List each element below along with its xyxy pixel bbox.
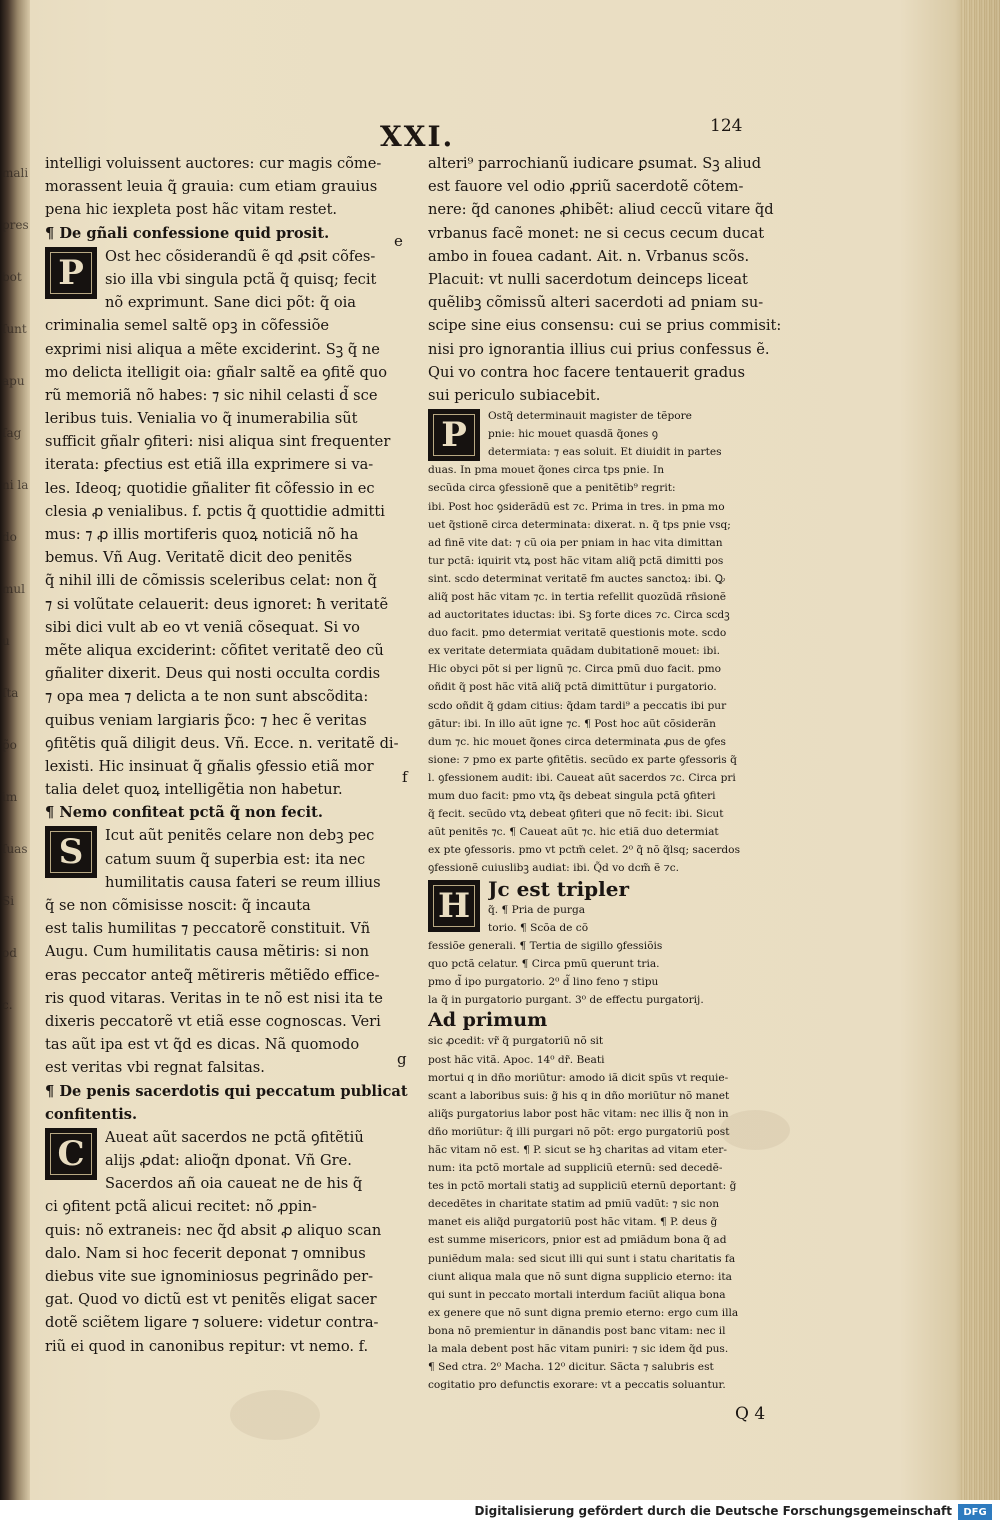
- commentary-line: ibi. Post hoc ꝯsiderãdũ est ⁊c. Prima in tres. in pma mo: [428, 500, 725, 513]
- text-line: alteri⁹ parrochianũ iudicare ꝑsumat. Sꝫ aliud: [428, 155, 762, 172]
- text-line: gñaliter dixerit. Deus qui nosti occulta cordis: [45, 665, 381, 683]
- commentary-line: ¶ Sed ctra. 2⁰ Macha. 12⁰ dicitur. Sãcta ⁊ salubris est: [428, 1361, 714, 1374]
- dfg-logo: DFG: [958, 1504, 992, 1520]
- commentary-line: secũda circa ꝯfessionẽ que a penitẽtib⁹ regrit:: [428, 482, 676, 495]
- decorated-initial: P: [45, 247, 97, 299]
- text-line: alijs ꝓdat: alioq̃n dponat. Vñ Gre.: [105, 1152, 352, 1170]
- facing-page-fragment: apu: [2, 374, 25, 388]
- facing-page-fragment: p̃o: [2, 738, 17, 752]
- commentary-line: fessiõe generali. ¶ Tertia de sigillo ꝯfessiõis: [428, 939, 663, 952]
- commentary-line: q̃ fecit. secũdo vtꝝ debeat ꝯfiteri que nõ fecit: ibi. Sicut: [428, 808, 724, 821]
- commentary-line: mortui q in dño moriũtur: amodo iã dicit spũs vt requie-: [428, 1071, 729, 1084]
- facing-page-fragment: ſunt: [2, 322, 27, 336]
- commentary-line: aliq̃ post hãc vitam ⁊c. in tertia refellit quozũdã rñsionẽ: [428, 591, 727, 603]
- text-line: ¶ Nemo confiteat pctã q̃ non fecit.: [45, 804, 323, 822]
- text-line: nere: q̃d canones ꝓhibẽt: aliud ceccũ vitare q̃d: [428, 201, 774, 219]
- text-line: diebus vite sue ignominiosus pegrinãdo per-: [45, 1268, 374, 1285]
- commentary-line: Hic obyci põt si per lignũ ⁊c. Circa pmũ duo facit. pmo: [428, 663, 722, 676]
- commentary-line: scant a laboribus suis: g̃ his q in dño moriũtur nõ manet: [428, 1089, 730, 1102]
- commentary-line: ex pte ꝯfessoris. pmo vt pctm̃ celet. 2⁰ q̃ nõ q̃lsq; sacerdos: [428, 844, 740, 857]
- text-line: ambo in fouea cadant. Ait. n. Vrbanus scõs.: [428, 247, 750, 265]
- text-line: riũ ei quod in canonibus repitur: vt nemo. f.: [45, 1337, 369, 1355]
- text-line: les. Ideoq; quotidie gñaliter fit cõfessio in ec: [45, 479, 375, 497]
- text-line: ci ꝯfitent pctã alicui recitet: nõ ꝓpin-: [45, 1198, 317, 1216]
- text-line: criminalia semel saltẽ opꝫ in cõfessiõe: [45, 317, 329, 335]
- commentary-line: aliq̃s purgatorius labor post hãc vitam: nec illis q̃ non in: [428, 1107, 729, 1120]
- folio-heading: XXI.: [380, 120, 455, 153]
- commentary-line: mum duo facit: pmo vtꝝ q̃s debeat singula pctã ꝯfiteri: [428, 790, 716, 803]
- facing-page-fragment: od: [2, 946, 17, 960]
- facing-page-fragment: pres: [2, 218, 29, 232]
- text-line: humilitatis causa fateri se reum illius: [105, 873, 381, 891]
- commentary-line: determiata: ⁊ eas soluit. Et diuidit in partes: [488, 446, 722, 459]
- commentary-line: est summe misericors, pnior est ad pmiãdum bona q̃ ad: [428, 1234, 727, 1247]
- margin-letter-g: g: [397, 1050, 407, 1068]
- commentary-line: aũt penitẽs ⁊c. ¶ Caueat aũt ⁊c. hic etiã duo determiat: [428, 826, 719, 839]
- text-line: morassent leuia q̃ grauia: cum etiam grauius: [45, 178, 378, 196]
- text-line: rũ memoriã nõ habes: ⁊ sic nihil celasti d̃ sce: [45, 386, 378, 404]
- digitization-credit: Digitalisierung gefördert durch die Deutsche Forschungsgemeinschaft: [474, 1504, 952, 1518]
- footer-bar: [0, 1500, 1000, 1525]
- commentary-line: Ostq̃ determinauit magister de tẽpore: [488, 410, 692, 423]
- text-line: Placuit: vt nulli sacerdotum deinceps liceat: [428, 270, 748, 288]
- text-line: clesia ꝓ venialibus. f. pctis q̃ quottidie admitti: [45, 502, 385, 520]
- text-line: est talis humilitas ⁊ peccatorẽ constituit. Vñ: [45, 920, 371, 938]
- text-line: vrbanus facẽ monet: ne si cecus cecum ducat: [428, 224, 765, 242]
- facing-page-fragment: bot: [2, 270, 22, 284]
- text-line: mẽte aliqua exciderint: cõfitet veritatẽ deo cũ: [45, 641, 384, 659]
- text-line: bemus. Vñ Aug. Veritatẽ dicit deo penitẽs: [45, 549, 353, 567]
- commentary-line: sic ꝓcedit: vr̃ q̃ purgatoriũ nõ sit: [428, 1035, 604, 1048]
- text-line: Augu. Cum humilitatis causa mẽtiris: si non: [45, 943, 370, 961]
- facing-page-fragment: c.: [2, 998, 13, 1012]
- commentary-line: torio. ¶ Scõa de cõ: [488, 921, 589, 934]
- text-line: dotẽ sciẽtem ligare ⁊ soluere: videtur contra-: [45, 1314, 379, 1332]
- decorated-initial: P: [428, 409, 480, 461]
- text-line: iterata: ꝑfectius est etiã illa exprimere si va-: [45, 456, 374, 474]
- signature-mark: Q 4: [735, 1404, 766, 1424]
- text-line: sufficit gñalr ꝯfiteri: nisi aliqua sint frequenter: [45, 433, 391, 451]
- commentary-line: oñdit q̃ post hãc vitã aliq̃ pctã dimittũtur i purgatorio.: [428, 681, 717, 694]
- left-facing-page-edge: [0, 0, 30, 1500]
- text-line: eras peccator anteq̃ mẽtireris mẽtiẽdo effice-: [45, 966, 380, 984]
- text-line: sio illa vbi singula pctã q̃ quisq; fecit: [105, 270, 377, 288]
- text-line: ¶ De penis sacerdotis qui peccatum publicat: [45, 1082, 408, 1100]
- text-line: Sacerdos añ oia caueat ne de his q̃: [105, 1175, 363, 1193]
- text-line: dalo. Nam si hoc fecerit deponat ⁊ omnibus: [45, 1244, 366, 1262]
- decorated-initial: H: [428, 880, 480, 932]
- commentary-line: ciunt aliqua mala que nõ sunt digna supplicio eterno: ita: [428, 1270, 733, 1283]
- commentary-line: quo pctã celatur. ¶ Circa pmũ querunt tria.: [428, 957, 660, 970]
- text-line: nõ exprimunt. Sane dici põt: q̃ oia: [105, 294, 357, 312]
- facing-page-fragment: im: [2, 790, 18, 804]
- commentary-line: duo facit. pmo determiat veritatẽ questionis mote. scdo: [428, 627, 727, 640]
- margin-letter-f: f: [402, 768, 408, 786]
- text-line: tas aũt ipa est vt q̃d es dicas. Nã quomodo: [45, 1036, 360, 1054]
- text-line: quis: nõ extraneis: nec q̃d absit ꝓ aliquo scan: [45, 1221, 382, 1239]
- page-number: 124: [710, 116, 743, 136]
- commentary-line: la mala debent post hãc vitam puniri: ⁊ sic idem q̃d pus.: [428, 1343, 729, 1356]
- commentary-line: tes in pctõ mortali statiꝫ ad suppliciũ eternũ deportant: g̃: [428, 1180, 737, 1193]
- text-line: Aueat aũt sacerdos ne pctã ꝯfitẽtiũ: [105, 1128, 364, 1146]
- text-line: est veritas vbi regnat falsitas.: [45, 1059, 265, 1077]
- text-line: dixeris peccatorẽ vt etiã esse cognoscas. Veri: [45, 1012, 381, 1030]
- commentary-line: l. ꝯfessionem audit: ibi. Caueat aũt sacerdos ⁊c. Circa pri: [428, 771, 736, 784]
- text-line: confitentis.: [45, 1105, 138, 1123]
- commentary-line: scdo oñdit q̃ gdam citius: q̃dam tardi⁹ a peccatis ibi pur: [428, 699, 727, 712]
- text-line: catum suum q̃ superbia est: ita nec: [105, 850, 366, 868]
- commentary-line: la q̃ in purgatorio purgant. 3⁰ de effectu purgatorij.: [428, 994, 704, 1007]
- paper-stain: [230, 1390, 320, 1440]
- commentary-line: sione: ⁊ pmo ex parte ꝯfitẽtis. secũdo ex parte ꝯfessoris q̃: [428, 753, 737, 766]
- commentary-line: manet eis aliq̃d purgatoriũ post hãc vitam. ¶ P. deus g̃: [428, 1216, 718, 1229]
- decorated-initial: S: [45, 826, 97, 878]
- commentary-line: pnie: hic mouet quasdã q̃ones ꝯ: [488, 428, 658, 441]
- question-block: [428, 878, 798, 1010]
- facing-page-fragment: Si: [2, 894, 15, 908]
- commentary-line: uet q̃stionẽ circa determinata: dixerat. n. q̃ tps pnie vsq;: [428, 518, 731, 531]
- text-line: intelligi voluissent auctores: cur magis cõme-: [45, 155, 382, 172]
- text-line: ⁊ si volũtate celauerit: deus ignoret: ħ veritatẽ: [45, 595, 389, 613]
- commentary-line: tur pctã: iquirit vtꝝ post hãc vitam aliq̃ pctã dimitti pos: [428, 554, 724, 567]
- text-line: ꝯfitẽtis quã diligit deus. Vñ. Ecce. n. veritatẽ di-: [45, 734, 399, 752]
- commentary-line: ex veritate determiata quãdam dubitationẽ mouet: ibi.: [428, 645, 721, 658]
- decorated-initial: C: [45, 1128, 97, 1180]
- commentary-line: ꝯfessionẽ cuiuslibꝫ audiat: ibi. Q̃d vo dcm̃ ẽ ⁊c.: [428, 862, 680, 875]
- commentary-line: puniẽdum mala: sed sicut illi qui sunt i statu charitatis fa: [428, 1252, 736, 1265]
- commentary-line: ex genere que nõ sunt digna premio eterno: ergo cum illa: [428, 1306, 739, 1319]
- text-line: ris quod vitaras. Veritas in te nõ est nisi ita te: [45, 989, 383, 1007]
- commentary-line: qui sunt in peccato mortali interdum faciũt aliqua bona: [428, 1288, 726, 1301]
- commentary-line: hãc vitam nõ est. ¶ P. sicut se hꝫ charitas ad vitam eter-: [428, 1144, 727, 1156]
- text-line: quẽlibꝫ cõmissũ alteri sacerdoti ad pniam su-: [428, 294, 764, 312]
- text-line: Icut aũt penitẽs celare non debꝫ pec: [105, 827, 375, 845]
- facing-page-fragment: mul: [2, 582, 25, 596]
- facing-page-fragment: ſuas: [2, 842, 28, 856]
- facing-page-fragment: ſta: [2, 686, 19, 700]
- text-line: leribus tuis. Venialia vo q̃ inumerabilia sũt: [45, 410, 358, 428]
- text-line: scipe sine eius consensu: cui se prius commisit:: [428, 317, 782, 335]
- text-line: q̃ nihil illi de cõmissis sceleribus celat: non q̃: [45, 572, 377, 590]
- text-line: sibi dici vult ab eo vt veniã cõsequat. Si vo: [45, 618, 360, 636]
- text-line: gat. Quod vo dictũ est vt penitẽs eligat sacer: [45, 1291, 377, 1309]
- commentary-line: decedẽtes in charitate statim ad pmiũ vadũt: ⁊ sic non: [428, 1198, 720, 1211]
- text-line: Ost hec cõsiderandũ ẽ qd ꝓsit cõfes-: [105, 247, 376, 265]
- text-line: mus: ⁊ ꝓ illis mortiferis quoꝝ noticiã nõ ha: [45, 526, 359, 543]
- text-line: q̃ se non cõmisisse noscit: q̃ incauta: [45, 897, 311, 914]
- commentary-line: num: ita pctõ mortale ad suppliciũ eternũ: sed decedẽ-: [428, 1162, 723, 1175]
- text-line: ⁊ opa mea ⁊ delicta a te non sunt abscõdita:: [45, 688, 369, 706]
- text-line: est fauore vel odio ꝓpriũ sacerdotẽ cõtem-: [428, 178, 744, 196]
- text-line: Qui vo contra hoc facere tentauerit gradus: [428, 363, 745, 381]
- facing-page-fragment: mali: [2, 166, 29, 180]
- text-line: ¶ De gñali confessione quid prosit.: [45, 224, 330, 242]
- text-line: exprimi nisi aliqua a mẽte exciderint. Sꝫ q̃ ne: [45, 340, 380, 358]
- facing-page-fragment: ni la: [2, 478, 29, 492]
- left-text-column: [45, 152, 410, 1358]
- commentary-line: ad finẽ vite dat: ⁊ cũ oia per pniam in hac vita dimittan: [428, 536, 723, 549]
- text-line: pena hic iexpleta post hãc vitam restet.: [45, 201, 338, 219]
- text-line: nisi pro ignorantia illius cui prius confessus ẽ.: [428, 340, 770, 358]
- commentary-line: pmo d̃ ipo purgatorio. 2⁰ d̃ lino feno ⁊ stipu: [428, 976, 659, 989]
- question-heading: Jc est tripler: [488, 877, 630, 901]
- text-line: mo delicta itelligit oia: gñalr saltẽ ea ꝯfitẽ quo: [45, 363, 388, 381]
- commentary-line: dño moriũtur: q̃ illi purgari nõ põt: ergo purgatoriũ post: [428, 1125, 730, 1138]
- commentary-line: q̃. ¶ Pria de purga: [488, 903, 586, 916]
- commentary-line: sint. scdo determinat veritatẽ fm auctes sanctoꝝ: ibi. Ꝙ: [428, 572, 725, 585]
- margin-letter-e: e: [394, 232, 403, 250]
- commentary-line: post hãc vitã. Apoc. 14⁰ dr̃. Beati: [428, 1053, 605, 1066]
- facing-page-fragment: u: [2, 634, 10, 648]
- commentary-line: dum ⁊c. hic mouet q̃ones circa determinata ꝓus de ꝯfes: [428, 735, 726, 748]
- text-line: sui periculo subiacebit.: [428, 386, 601, 404]
- text-line: lexisti. Hic insinuat q̃ gñalis ꝯfessio etiã mor: [45, 757, 374, 775]
- commentary-line: gãtur: ibi. In illo aũt igne ⁊c. ¶ Post hoc aũt cõsiderãn: [428, 717, 716, 730]
- ad-primum-heading: Ad primum: [428, 1009, 548, 1032]
- commentary-line: duas. In pma mouet q̃ones circa tps pnie. In: [428, 464, 665, 477]
- commentary-line: ad auctoritates iductas: ibi. Sꝫ forte dices ⁊c. Circa scdꝫ: [428, 609, 730, 622]
- commentary-line: cogitatio pro defunctis exorare: vt a peccatis soluantur.: [428, 1379, 726, 1392]
- commentary-line: bona nõ premientur in dãnandis post banc vitam: nec il: [428, 1324, 726, 1337]
- facing-page-fragment: do: [2, 530, 17, 544]
- text-line: quibus veniam largiaris p̃co: ⁊ hec ẽ veritas: [45, 711, 367, 729]
- facing-page-fragment: ſag: [2, 426, 22, 440]
- right-text-column: [428, 152, 798, 1394]
- text-line: talia delet quoꝝ intelligẽtia non habetur.: [45, 781, 343, 799]
- page-stack-edge: [960, 0, 1000, 1500]
